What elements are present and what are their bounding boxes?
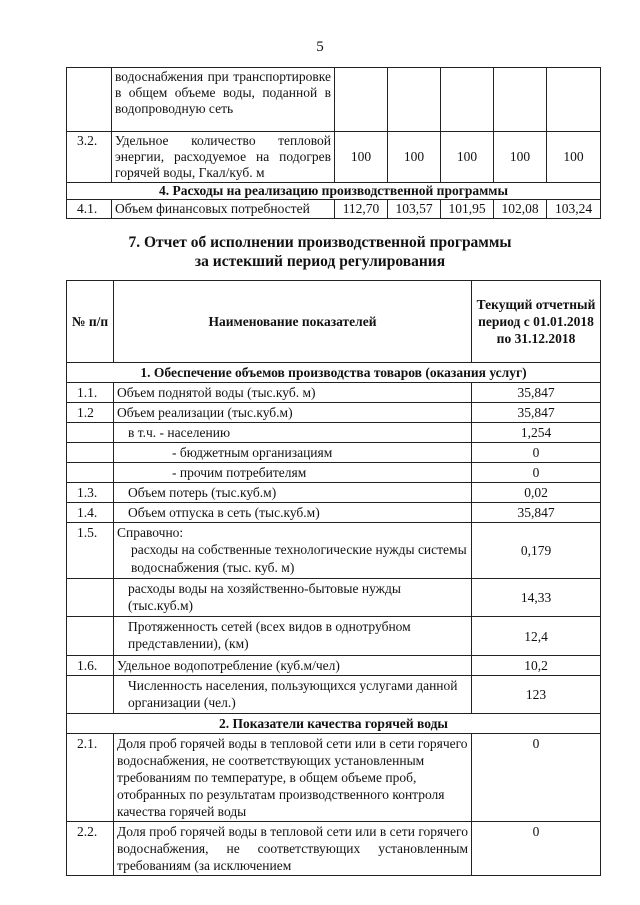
row-number: 3.2. <box>67 132 112 183</box>
value-cell <box>441 68 494 132</box>
row-number <box>67 676 114 714</box>
row-number <box>67 463 114 483</box>
table-row <box>67 483 601 503</box>
section-title: 4. Расходы на реализацию производственной программы <box>67 183 601 200</box>
value-cell <box>388 68 441 132</box>
value-cell <box>494 68 547 132</box>
value-cell: 1,254 <box>472 423 601 443</box>
table-row <box>67 200 601 219</box>
row-number <box>67 443 114 463</box>
table-row <box>67 383 601 403</box>
value-cell: 101,95 <box>441 200 494 219</box>
row-number <box>67 68 112 132</box>
section-subheading: за истекший период регулирования <box>194 253 446 270</box>
indicator-name <box>114 523 472 579</box>
reference-label: Справочно: <box>117 525 184 540</box>
table-row <box>67 503 601 523</box>
table-row <box>67 523 601 579</box>
value-cell <box>547 68 601 132</box>
indicator-name: Протяженность сетей (всех видов в однотрубном представлении), (км) <box>114 617 472 656</box>
table-row <box>67 443 601 463</box>
row-number: 4.1. <box>67 200 112 219</box>
column-header-number: № п/п <box>67 281 114 363</box>
row-number: 1.6. <box>67 656 114 676</box>
value-cell: 100 <box>335 132 388 183</box>
table-row <box>67 423 601 443</box>
value-cell: 35,847 <box>472 403 601 423</box>
value-cell: 123 <box>472 676 601 714</box>
indicator-name: - бюджетным организациям <box>114 443 472 463</box>
top-table <box>66 67 601 219</box>
row-number: 2.2. <box>67 822 114 876</box>
value-cell: 35,847 <box>472 503 601 523</box>
section-title: 1. Обеспечение объемов производства товаров (оказания услуг) <box>67 363 601 383</box>
value-cell: 12,4 <box>472 617 601 656</box>
value-cell: 100 <box>388 132 441 183</box>
table-row <box>67 579 601 617</box>
column-header-name: Наименование показателей <box>114 281 472 363</box>
value-cell: 14,33 <box>472 579 601 617</box>
table-row <box>67 403 601 423</box>
row-number <box>67 617 114 656</box>
indicator-name: Численность населения, пользующихся услугами данной организации (чел.) <box>114 676 472 714</box>
table-row <box>67 617 601 656</box>
indicator-name: Доля проб горячей воды в тепловой сети или в сети горячего водоснабжения, не соответствующих установленным требованиям по температуре, в общем объеме проб, отобранных по результатам производственного контроля качества горячей воды <box>114 734 472 822</box>
indicator-name: Объем финансовых потребностей <box>112 200 335 219</box>
section-title: 2. Показатели качества горячей воды <box>67 714 601 734</box>
indicator-name: Объем реализации (тыс.куб.м) <box>114 403 472 423</box>
value-cell: 35,847 <box>472 383 601 403</box>
indicator-name: водоснабжения при транспортировке в общем объеме воды, поданной в водопроводную сеть <box>112 68 335 132</box>
indicator-name: Удельное водопотребление (куб.м/чел) <box>114 656 472 676</box>
value-cell: 0 <box>472 822 601 876</box>
indicator-name: в т.ч. - населению <box>114 423 472 443</box>
indicator-name: расходы воды на хозяйственно-бытовые нужды (тыс.куб.м) <box>114 579 472 617</box>
section-row <box>67 363 601 383</box>
row-number: 1.4. <box>67 503 114 523</box>
table-row <box>67 463 601 483</box>
value-cell: 0 <box>472 443 601 463</box>
table-row <box>67 734 601 822</box>
value-cell: 0 <box>472 734 601 822</box>
indicator-name: - прочим потребителям <box>114 463 472 483</box>
row-number: 1.3. <box>67 483 114 503</box>
value-cell <box>335 68 388 132</box>
table-row <box>67 676 601 714</box>
page-number: 5 <box>316 39 324 55</box>
value-cell: 103,24 <box>547 200 601 219</box>
table-row <box>67 822 601 876</box>
section-row <box>67 714 601 734</box>
value-cell: 100 <box>547 132 601 183</box>
indicator-name: Объем отпуска в сеть (тыс.куб.м) <box>114 503 472 523</box>
row-number <box>67 579 114 617</box>
value-cell: 100 <box>441 132 494 183</box>
value-cell: 100 <box>494 132 547 183</box>
value-cell: 0,179 <box>472 523 601 579</box>
section-row <box>67 183 601 200</box>
section-heading: 7. Отчет об исполнении производственной программы <box>128 234 512 251</box>
table-row <box>67 656 601 676</box>
value-cell: 0 <box>472 463 601 483</box>
row-number: 1.5. <box>67 523 114 579</box>
column-header-period: Текущий отчетный период с 01.01.2018 по 31.12.2018 <box>472 281 601 363</box>
table-row <box>67 68 601 132</box>
report-table <box>66 280 601 876</box>
row-number: 1.2 <box>67 403 114 423</box>
indicator-name: Объем поднятой воды (тыс.куб. м) <box>114 383 472 403</box>
indicator-text: расходы на собственные технологические нужды системы водоснабжения (тыс. куб. м) <box>131 542 467 575</box>
value-cell: 112,70 <box>335 200 388 219</box>
value-cell: 103,57 <box>388 200 441 219</box>
row-number <box>67 423 114 443</box>
indicator-name: Доля проб горячей воды в тепловой сети или в сети горячего водоснабжения, не соответствующих установленным требованиям (за исключением <box>114 822 472 876</box>
header-row <box>67 281 601 363</box>
table-row <box>67 132 601 183</box>
indicator-name: Удельное количество тепловой энергии, расходуемое на подогрев горячей воды, Гкал/куб. м <box>112 132 335 183</box>
value-cell: 10,2 <box>472 656 601 676</box>
indicator-name: Объем потерь (тыс.куб.м) <box>114 483 472 503</box>
row-number: 1.1. <box>67 383 114 403</box>
value-cell: 0,02 <box>472 483 601 503</box>
row-number: 2.1. <box>67 734 114 822</box>
value-cell: 102,08 <box>494 200 547 219</box>
